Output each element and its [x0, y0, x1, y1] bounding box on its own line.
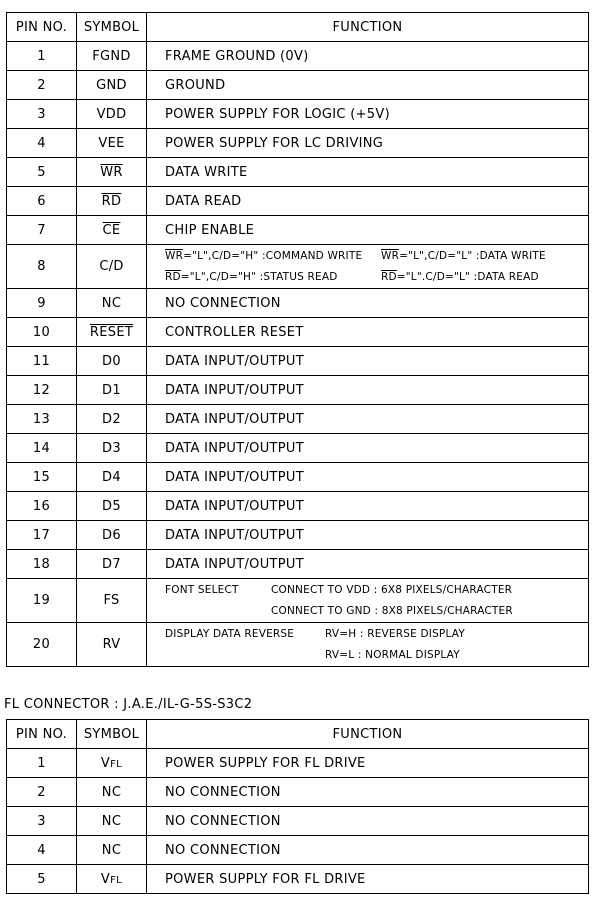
function-cell: NO CONNECTION — [147, 289, 589, 318]
header-symbol: SYMBOL — [77, 720, 147, 749]
header-pin: PIN NO. — [7, 720, 77, 749]
symbol-cell: FGND — [77, 42, 147, 71]
table-row — [7, 129, 589, 158]
function-cell: NO CONNECTION — [147, 836, 589, 865]
pin-cell: 16 — [7, 492, 77, 521]
table-row — [7, 42, 589, 71]
function-cell: FRAME GROUND (0V) — [147, 42, 589, 71]
fs-label: FONT SELECT — [165, 583, 239, 596]
pin-cell: 18 — [7, 550, 77, 579]
symbol-cell — [77, 187, 147, 216]
pin-cell: 1 — [7, 749, 77, 778]
function-cell — [147, 245, 589, 289]
symbol-cell: VEE — [77, 129, 147, 158]
symbol-cell: D5 — [77, 492, 147, 521]
table-row — [7, 216, 589, 245]
table-row — [7, 579, 589, 623]
table-row — [7, 245, 589, 289]
pin-cell: 13 — [7, 405, 77, 434]
fs-line-1 — [165, 580, 588, 601]
pin-cell: 14 — [7, 434, 77, 463]
fs-line-2 — [165, 601, 588, 622]
symbol-active-low: $\overline{WR}$ — [100, 164, 123, 180]
function-cell: DATA INPUT/OUTPUT — [147, 521, 589, 550]
function-cell: DATA INPUT/OUTPUT — [147, 492, 589, 521]
cd-status-read: $\overline{RD}="L",C/D="H$" :STATUS READ — [165, 270, 338, 283]
function-cell: DATA INPUT/OUTPUT — [147, 550, 589, 579]
symbol-cell: D0 — [77, 347, 147, 376]
pin-cell: 17 — [7, 521, 77, 550]
pin-cell: 6 — [7, 187, 77, 216]
function-cell: GROUND — [147, 71, 589, 100]
function-cell: DATA INPUT/OUTPUT — [147, 376, 589, 405]
table-row — [7, 158, 589, 187]
fs-option-gnd: CONNECT TO GND : 8X8 PIXELS/CHARACTER — [271, 604, 513, 617]
pin-cell: 15 — [7, 463, 77, 492]
symbol-cell: D7 — [77, 550, 147, 579]
table-row — [7, 289, 589, 318]
function-cell: CHIP ENABLE — [147, 216, 589, 245]
header-function: FUNCTION — [147, 720, 589, 749]
function-cell: POWER SUPPLY FOR FL DRIVE — [147, 865, 589, 894]
pin-cell: 5 — [7, 158, 77, 187]
pin-cell: 20 — [7, 623, 77, 667]
symbol-cell: D4 — [77, 463, 147, 492]
symbol-cell: NC — [77, 807, 147, 836]
rv-line-1 — [165, 624, 588, 645]
rv-option-h: RV=H : REVERSE DISPLAY — [325, 627, 465, 640]
table-header — [7, 13, 589, 42]
table-row — [7, 778, 589, 807]
header-symbol: SYMBOL — [77, 13, 147, 42]
symbol-active-low: $\overline{RD}$ — [101, 193, 122, 209]
table-row — [7, 623, 589, 667]
cd-line-2 — [165, 267, 588, 288]
header-pin: PIN NO. — [7, 13, 77, 42]
pin-cell: 3 — [7, 100, 77, 129]
table-row — [7, 434, 589, 463]
symbol-active-low: RESET — [89, 324, 134, 340]
rv-line-2 — [165, 645, 588, 666]
table-row — [7, 463, 589, 492]
function-cell: DATA READ — [147, 187, 589, 216]
table-row — [7, 807, 589, 836]
symbol-cell: VDD — [77, 100, 147, 129]
table-row — [7, 492, 589, 521]
table-row — [7, 71, 589, 100]
cd-data-read: $\overline{RD}="L".C/D="L$" :DATA READ — [381, 270, 539, 283]
pin-cell: 3 — [7, 807, 77, 836]
pin-cell: 1 — [7, 42, 77, 71]
table-row — [7, 100, 589, 129]
fl-connector-table — [6, 719, 589, 894]
fs-option-vdd: CONNECT TO VDD : 6X8 PIXELS/CHARACTER — [271, 583, 513, 596]
symbol-cell: D6 — [77, 521, 147, 550]
symbol-cell: FS — [77, 579, 147, 623]
table-row — [7, 187, 589, 216]
symbol-cell: GND — [77, 71, 147, 100]
function-cell: DATA INPUT/OUTPUT — [147, 434, 589, 463]
function-cell: POWER SUPPLY FOR FL DRIVE — [147, 749, 589, 778]
pin-cell: 9 — [7, 289, 77, 318]
table-row — [7, 836, 589, 865]
pin-cell: 2 — [7, 71, 77, 100]
symbol-cell: NC — [77, 289, 147, 318]
rv-option-l: RV=L : NORMAL DISPLAY — [325, 648, 460, 661]
rv-label: DISPLAY DATA REVERSE — [165, 627, 295, 640]
table-header — [7, 720, 589, 749]
table-row — [7, 749, 589, 778]
table-row — [7, 550, 589, 579]
table-row — [7, 865, 589, 894]
pin-cell: 11 — [7, 347, 77, 376]
function-cell — [147, 579, 589, 623]
symbol-cell: VFL — [77, 749, 147, 778]
pin-cell: 10 — [7, 318, 77, 347]
table-row — [7, 318, 589, 347]
pin-cell: 4 — [7, 129, 77, 158]
table-row — [7, 521, 589, 550]
cd-data-write: $\overline{WR}="L",C/D="L$" :DATA WRITE — [381, 249, 546, 262]
pin-cell: 4 — [7, 836, 77, 865]
function-cell: NO CONNECTION — [147, 778, 589, 807]
function-cell — [147, 623, 589, 667]
pin-table — [6, 12, 589, 667]
function-cell: CONTROLLER RESET — [147, 318, 589, 347]
symbol-cell — [77, 318, 147, 347]
pin-cell: 8 — [7, 245, 77, 289]
function-cell: DATA WRITE — [147, 158, 589, 187]
symbol-cell: NC — [77, 836, 147, 865]
symbol-active-low: $\overline{CE}$ — [102, 222, 121, 238]
cd-command-write: $\overline{WR}="L",C/D="H$" :COMMAND WRITE — [165, 249, 363, 262]
pin-cell: 19 — [7, 579, 77, 623]
header-function: FUNCTION — [147, 13, 589, 42]
function-cell: DATA INPUT/OUTPUT — [147, 463, 589, 492]
symbol-cell — [77, 158, 147, 187]
function-cell: DATA INPUT/OUTPUT — [147, 405, 589, 434]
fl-connector-title: FL CONNECTOR : J.A.E./IL-G-5S-S3C2 — [4, 697, 253, 712]
symbol-cell: D1 — [77, 376, 147, 405]
cd-line-1 — [165, 246, 588, 267]
table-row — [7, 405, 589, 434]
pin-cell: 2 — [7, 778, 77, 807]
symbol-cell: D3 — [77, 434, 147, 463]
symbol-cell: VFL — [77, 865, 147, 894]
pin-cell: 12 — [7, 376, 77, 405]
function-cell: NO CONNECTION — [147, 807, 589, 836]
function-cell: DATA INPUT/OUTPUT — [147, 347, 589, 376]
symbol-cell: C/D — [77, 245, 147, 289]
table-row — [7, 347, 589, 376]
pin-cell: 7 — [7, 216, 77, 245]
symbol-cell: RV — [77, 623, 147, 667]
function-cell: POWER SUPPLY FOR LC DRIVING — [147, 129, 589, 158]
symbol-cell: NC — [77, 778, 147, 807]
pin-cell: 5 — [7, 865, 77, 894]
symbol-cell — [77, 216, 147, 245]
symbol-cell: D2 — [77, 405, 147, 434]
table-row — [7, 376, 589, 405]
function-cell: POWER SUPPLY FOR LOGIC (+5V) — [147, 100, 589, 129]
